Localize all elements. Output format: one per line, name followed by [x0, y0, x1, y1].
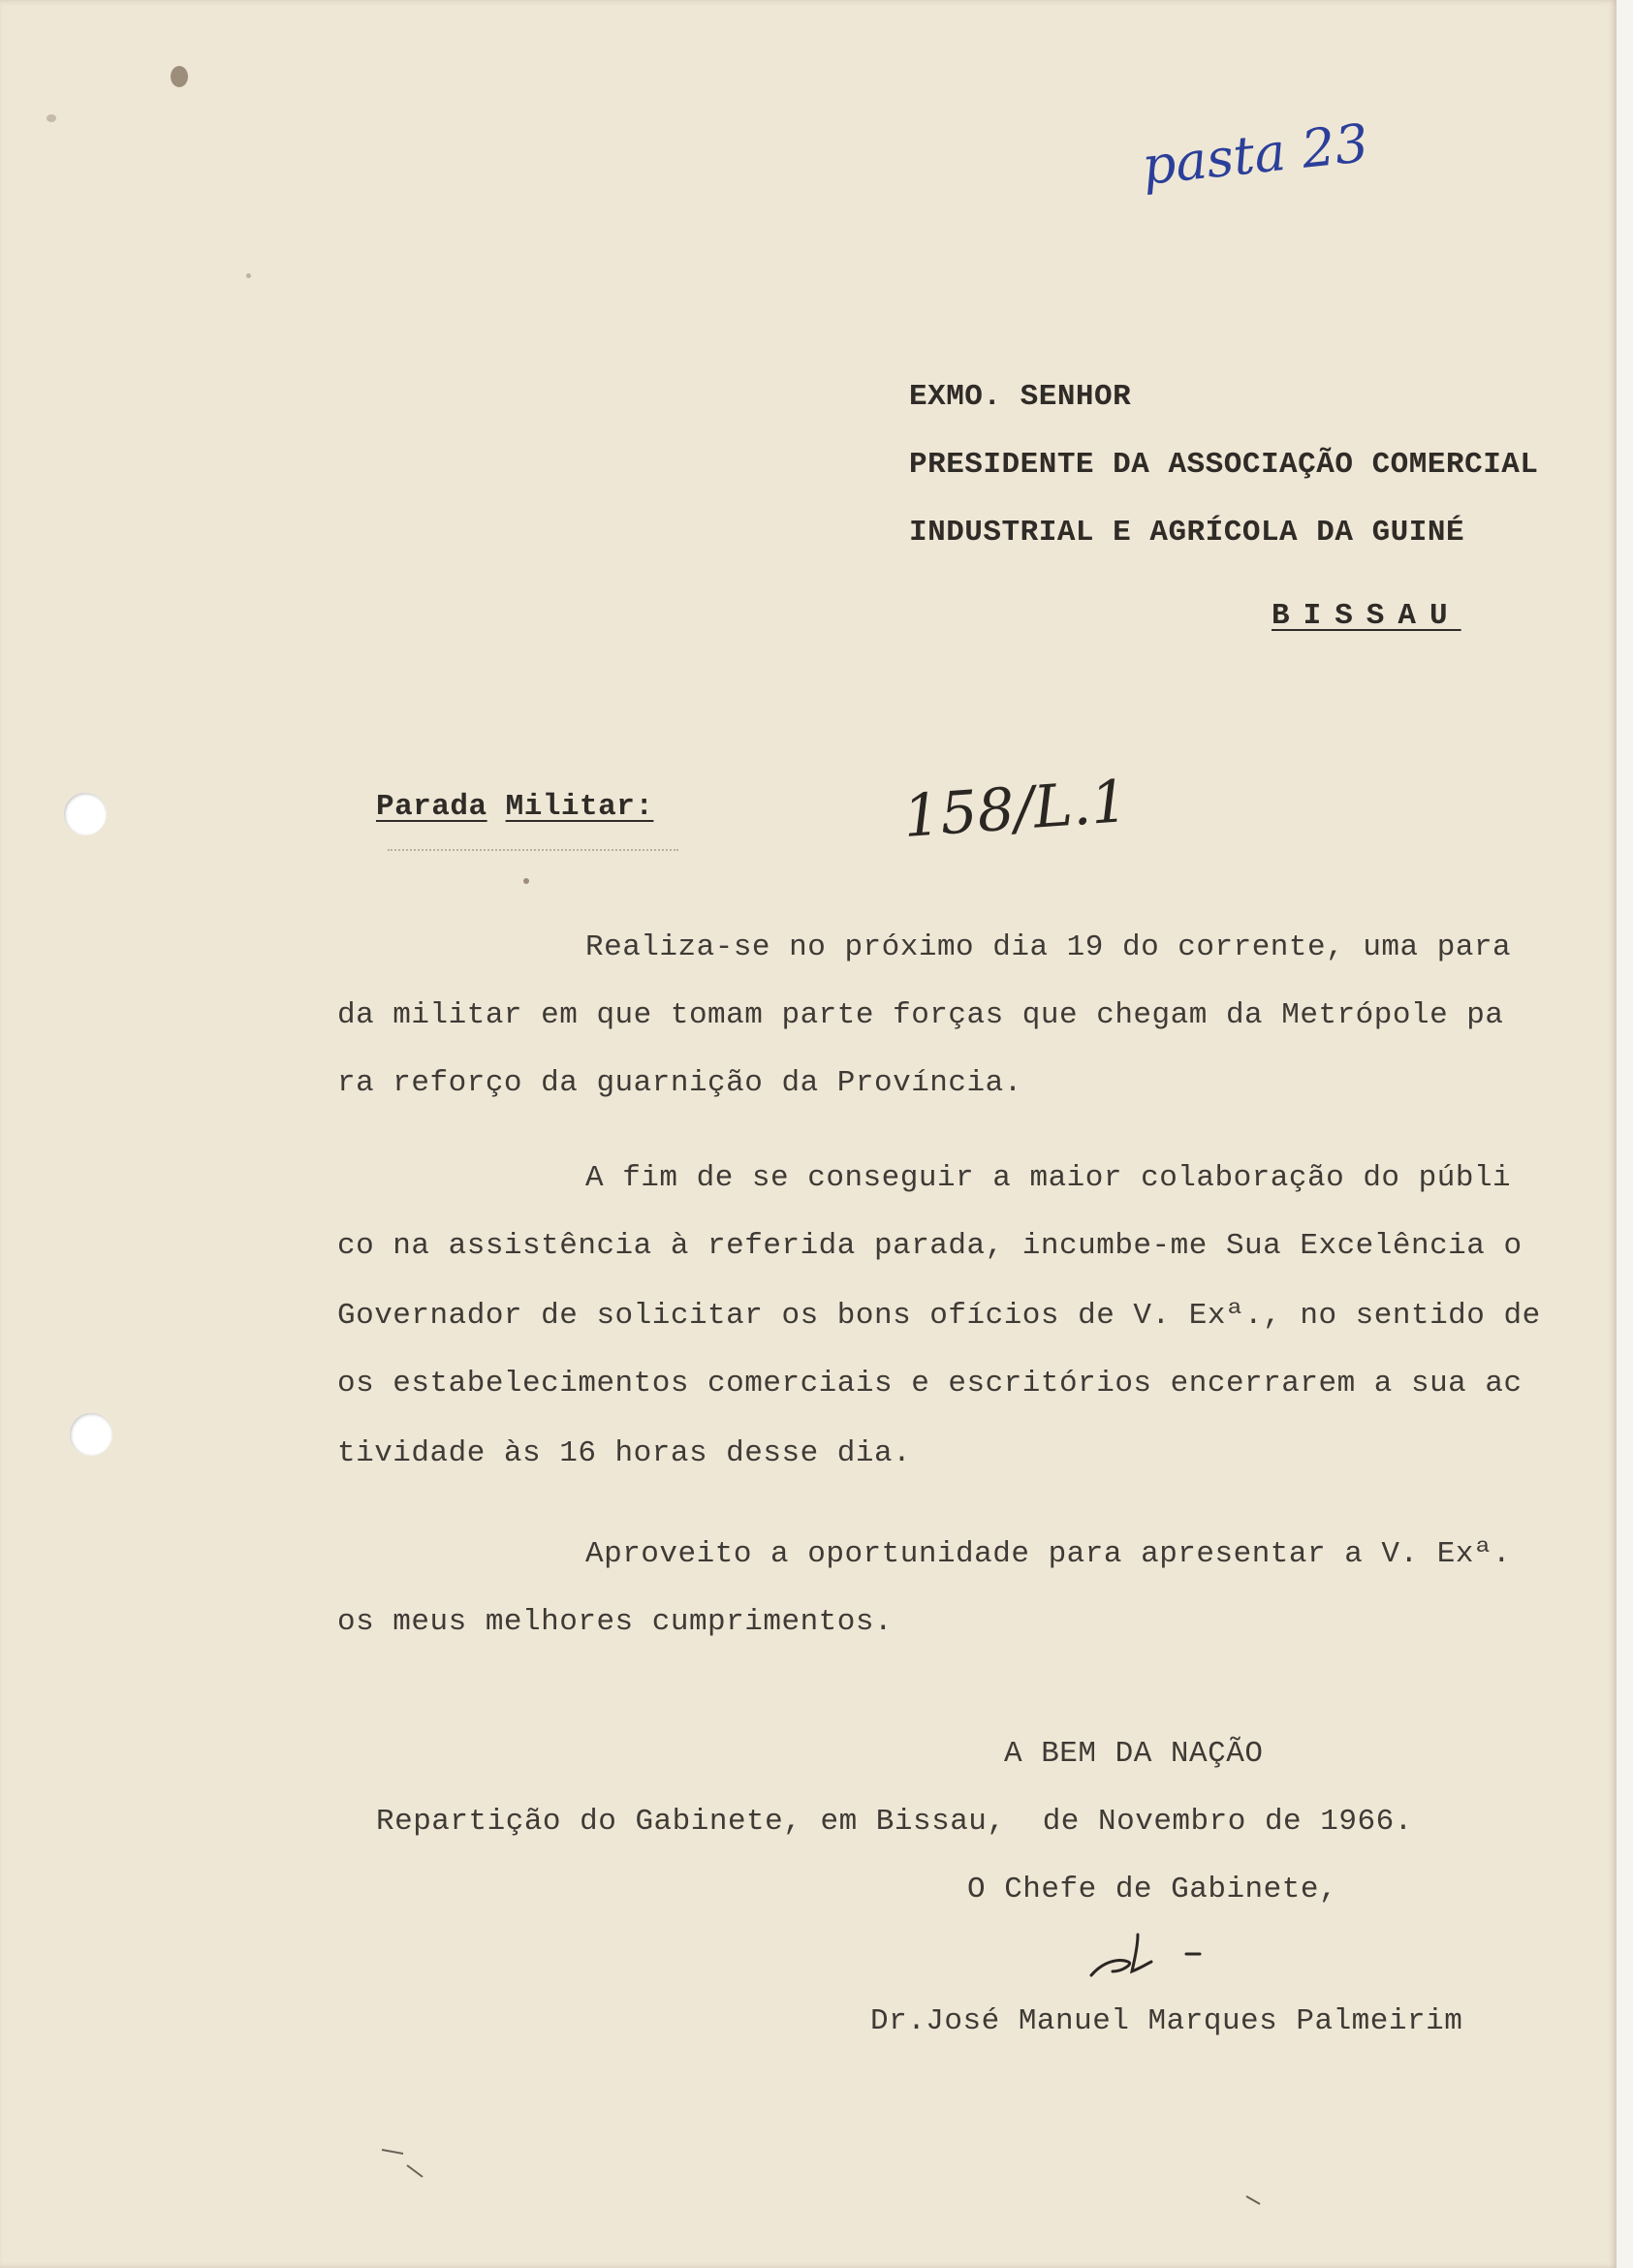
body-p2-line-1: A fim de se conseguir a maior colaboração do públi	[585, 1161, 1512, 1195]
punch-hole-bottom	[70, 1413, 112, 1456]
body-p2-line-5: tividade às 16 horas desse dia.	[337, 1436, 912, 1470]
closing-motto: A BEM DA NAÇÃO	[1004, 1737, 1264, 1771]
stray-pen-marks	[368, 2132, 1337, 2229]
addressee-salutation: EXMO. SENHOR	[909, 380, 1132, 414]
handwritten-folder-note: pasta 23	[1139, 111, 1371, 198]
signature-mark	[1083, 1929, 1219, 1987]
page-edge	[1617, 0, 1633, 2268]
addressee-organization: INDUSTRIAL E AGRÍCOLA DA GUINÉ	[909, 516, 1465, 550]
handwritten-reference-number: 158/L.1	[900, 767, 1130, 852]
body-p1-line-3: ra reforço da guarnição da Província.	[337, 1066, 1022, 1100]
punch-hole-top	[64, 793, 107, 835]
speck	[47, 114, 56, 122]
subject-word-2: Militar:	[505, 790, 654, 824]
body-p3-line-2: os meus melhores cumprimentos.	[337, 1605, 894, 1639]
speck	[523, 878, 529, 884]
speck	[246, 273, 251, 278]
body-p3-line-1: Aproveito a oportunidade para apresentar a V. Exª.	[585, 1537, 1512, 1571]
addressee-title: PRESIDENTE DA ASSOCIAÇÃO COMERCIAL	[909, 448, 1539, 482]
signatory-name: Dr.José Manuel Marques Palmeirim	[870, 2004, 1463, 2038]
closing-place-date: Repartição do Gabinete, em Bissau, de Novembro de 1966.	[376, 1805, 1413, 1839]
body-p2-line-2: co na assistência à referida parada, incumbe-me Sua Excelência o	[337, 1229, 1523, 1263]
subject-dotted-rule	[388, 849, 678, 851]
stain-mark	[171, 66, 188, 87]
addressee-city: BISSAU	[1272, 599, 1461, 633]
subject-word-1: Parada	[376, 790, 487, 824]
body-p2-line-4: os estabelecimentos comerciais e escritórios encerrarem a sua ac	[337, 1367, 1523, 1401]
closing-role: O Chefe de Gabinete,	[967, 1873, 1338, 1906]
body-p1-line-1: Realiza-se no próximo dia 19 do corrente, uma para	[585, 930, 1512, 964]
body-p1-line-2: da militar em que tomam parte forças que chegam da Metrópole pa	[337, 998, 1504, 1032]
body-p2-line-3: Governador de solicitar os bons ofícios de V. Exª., no sentido de	[337, 1299, 1541, 1333]
subject-line	[376, 790, 653, 824]
